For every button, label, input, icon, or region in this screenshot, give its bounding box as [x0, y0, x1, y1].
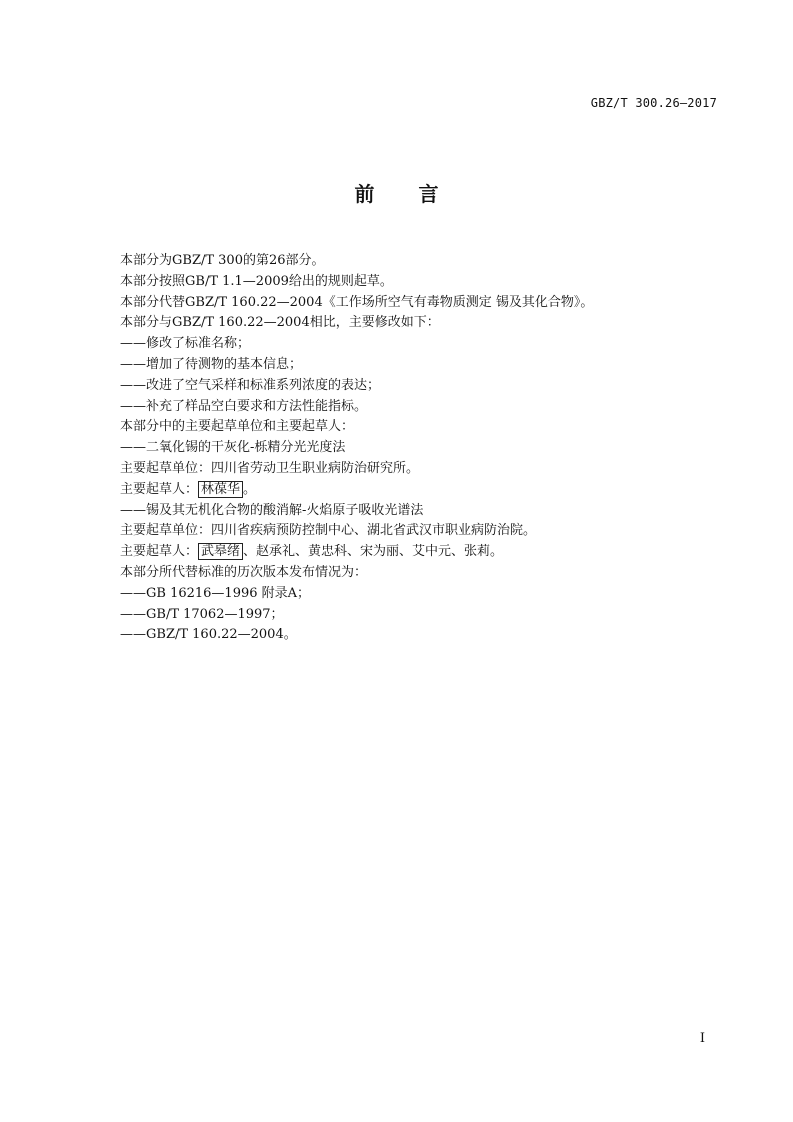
paragraph-line: 本部分按照GB/T 1.1—2009给出的规则起草。 — [120, 273, 393, 289]
boxed-drafter-name: 林葆华 — [198, 481, 243, 498]
paragraph-line: 本部分所代替标准的历次版本发布情况为： — [120, 564, 368, 580]
standard-code-header: GBZ/T 300.26—2017 — [590, 96, 717, 110]
list-item: ——修改了标准名称； — [120, 336, 251, 352]
drafting-unit: 主要起草单位：四川省劳动卫生职业病防治研究所。 — [120, 460, 420, 476]
title-char-1: 前 — [354, 182, 375, 206]
foreword-body — [120, 251, 680, 646]
list-item: ——改进了空气采样和标准系列浓度的表达； — [120, 377, 381, 393]
drafters-suffix: 、赵承礼、黄忠科、宋为丽、艾中元、张莉。 — [243, 544, 504, 560]
drafters-line — [120, 542, 680, 563]
boxed-drafter-name: 武皋绪 — [198, 543, 243, 560]
paragraph-line: 本部分与GBZ/T 160.22—2004相比，主要修改如下： — [120, 315, 440, 331]
page-number: I — [699, 1031, 705, 1046]
method-heading: ——二氧化锡的干灰化-栎精分光光度法 — [120, 440, 346, 456]
page-title — [0, 178, 793, 207]
paragraph-line: 本部分为GBZ/T 300的第26部分。 — [120, 253, 325, 268]
drafters-prefix: 主要起草人： — [120, 481, 199, 497]
list-item: ——GB/T 17062—1997； — [120, 606, 284, 622]
list-item: ——GBZ/T 160.22—2004。 — [120, 627, 297, 643]
drafters-line — [120, 480, 680, 501]
drafters-prefix: 主要起草人： — [120, 544, 199, 560]
title-char-2: 言 — [418, 182, 439, 206]
paragraph-line: 本部分中的主要起草单位和主要起草人： — [120, 419, 355, 435]
drafting-unit: 主要起草单位：四川省疾病预防控制中心、湖北省武汉市职业病防治院。 — [120, 523, 537, 539]
drafters-suffix: 。 — [243, 481, 257, 497]
list-item: ——GB 16216—1996 附录A； — [120, 585, 311, 601]
paragraph-line: 本部分代替GBZ/T 160.22—2004《工作场所空气有毒物质测定 锡及其化合物》。 — [120, 294, 594, 310]
list-item: ——增加了待测物的基本信息； — [120, 356, 303, 372]
method-heading: ——锡及其无机化合物的酸消解-火焰原子吸收光谱法 — [120, 502, 424, 518]
list-item: ——补充了样品空白要求和方法性能指标。 — [120, 398, 368, 414]
